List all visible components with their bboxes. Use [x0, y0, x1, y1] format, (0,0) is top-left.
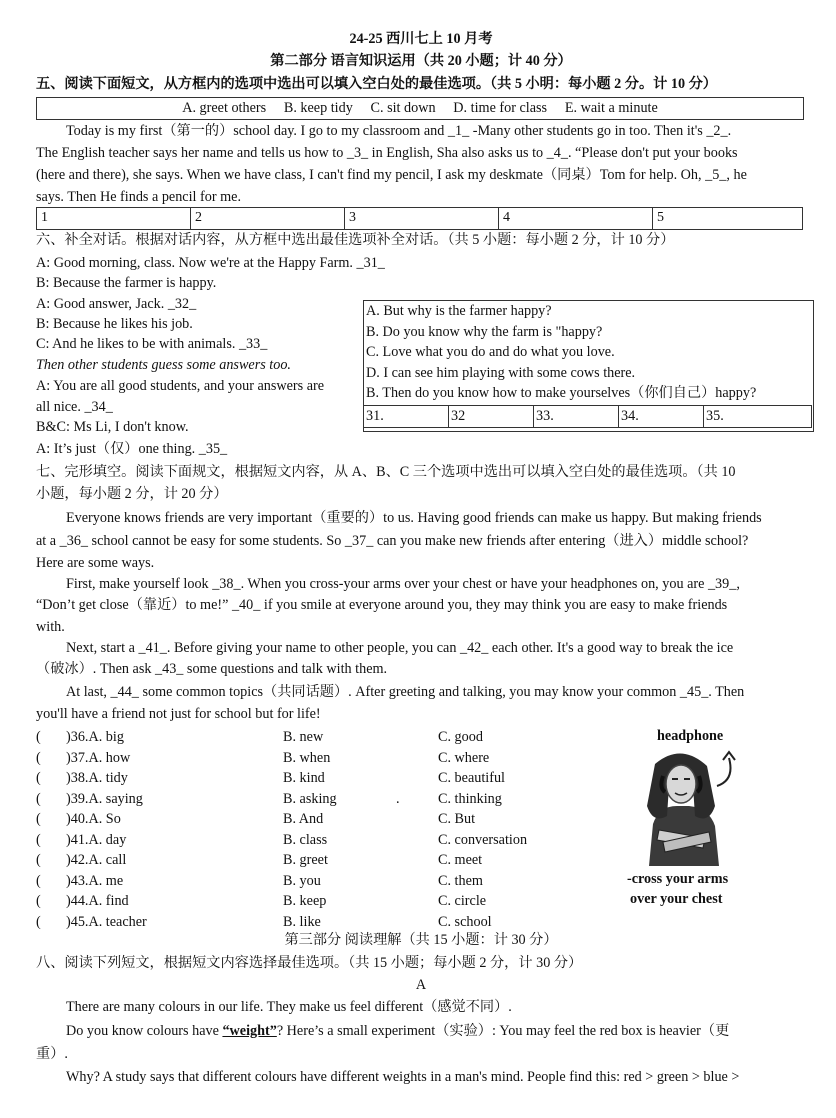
question-option-b: B. new [283, 729, 324, 745]
question-option-a: )40.A. So [66, 811, 121, 827]
dialogue-option: D. I can see him playing with some cows there. [366, 364, 636, 381]
question-option-c: C. thinking [438, 790, 502, 807]
question-option-a: )41.A. day [66, 831, 127, 848]
question-option-a: )37.A. how [66, 749, 131, 766]
passage-line: 重）. [36, 1046, 68, 1062]
picture-caption-bottom: -cross your arms [627, 871, 729, 887]
sec5-paragraph-line: The English teacher says her name and tells us how to _3_ in English, Sha also asks us to _4_. “Please don't put your books [36, 145, 738, 161]
question-option-c: C. But [438, 811, 476, 827]
dialogue-note: Then other students guess some answers too. [36, 357, 291, 373]
question-option-c: C. conversation [438, 831, 528, 848]
sec5-paragraph-line: (here and there), she says. When we have class, I can't find my pencil, I ask my deskmate（同桌）Tom for help. Oh, _5_, he [36, 167, 747, 183]
question-option-a: )45.A. teacher [66, 913, 147, 930]
question-option-a: )39.A. saying [66, 790, 143, 807]
dialogue-line: A: Good morning, class. Now we're at the Happy Farm. _31_ [36, 255, 385, 271]
question-option-b: B. asking [283, 790, 337, 807]
dialogue-option: C. Love what you do and do what you love. [366, 344, 615, 361]
cloze-paragraph-line: Next, start a _41_. Before giving your name to other people, you can _42_ each other. It's a good way to break the ice [66, 640, 734, 656]
cloze-paragraph-line: “Don’t get close（靠近）to me!” _40_ if you smile at everyone around you, they may think you are easy to make friends [36, 597, 728, 613]
answer-cell-32[interactable]: 32 [449, 406, 534, 428]
answer-cell-4[interactable]: 4 [499, 208, 653, 230]
question-option-c: C. circle [438, 893, 487, 909]
cloze-paragraph-line: First, make yourself look _38_. When you cross-your arms over your chest or have your headphones on, you are _39_, [66, 576, 740, 592]
question-option-a: )44.A. find [66, 893, 129, 909]
question-option-b: B. class [283, 831, 328, 848]
answer-cell-33[interactable]: 33. [534, 406, 619, 428]
answer-paren[interactable]: ( [36, 749, 41, 766]
dialogue-line: A: Good answer, Jack. _32_ [36, 296, 197, 312]
question-option-b: B. And [283, 811, 324, 827]
answer-paren[interactable]: ( [36, 831, 41, 848]
answer-cell-35[interactable]: 35. [704, 406, 812, 428]
cloze-paragraph-line: Here are some ways. [36, 555, 155, 571]
sec5-paragraph-line: Today is my first（第一的）school day. I go to my classroom and _1_ -Many other students go in too. Then it's _2_. [66, 123, 732, 139]
weight-word: “weight” [222, 1023, 277, 1039]
passage-line [36, 1021, 806, 1042]
cloze-paragraph-line: at a _36_ school cannot be easy for some students. So _37_ can you make new friends after entering（进入）middle school? [36, 533, 749, 549]
picture-caption-top: headphone [657, 728, 724, 744]
question-option-b: B. like [283, 913, 321, 930]
question-option-a: )38.A. tidy [66, 770, 128, 786]
question-option-c: C. school [438, 913, 492, 930]
exam-title: 24-25 西川七上 10 月考 [349, 31, 493, 47]
dialogue-line: A: You are all good students, and your answers are [36, 378, 325, 394]
stray-dot: . [396, 790, 400, 807]
question-option-a: )42.A. call [66, 852, 127, 868]
cloze-paragraph-line: At last, _44_ some common topics（共同话题）. After greeting and talking, you may know your common _45_. Then [66, 684, 745, 700]
answer-paren[interactable]: ( [36, 852, 41, 868]
answer-cell-31[interactable]: 31. [364, 406, 449, 428]
sec5-answer-table [36, 207, 803, 230]
question-option-b: B. kind [283, 770, 325, 786]
answer-paren[interactable]: ( [36, 790, 41, 807]
section7-heading: 小题，每小题 2 分，计 20 分） [36, 486, 228, 502]
section5-heading: 五、阅读下面短文，从方框内的选项中选出可以填入空白处的最佳选项。（共 5 小明：每小题 2 分。计 10 分） [36, 76, 717, 92]
section6-heading: 六、补全对话。根据对话内容，从方框中选出最佳选项补全对话。（共 5 小题：每小题 2 分，计 10 分） [36, 232, 675, 248]
passage-text: ? Here’s a small experiment（实验）: You may feel the red box is heavier（更 [276, 1023, 730, 1039]
question-option-b: B. you [283, 872, 321, 889]
sec5-paragraph-line: says. Then He finds a pencil for me. [36, 189, 242, 205]
dialogue-line: all nice. _34_ [36, 399, 113, 415]
dialogue-line: B: Because the farmer is happy. [36, 275, 217, 291]
passage-text: Do you know colours have [66, 1023, 223, 1039]
cloze-paragraph-line: （破冰）. Then ask _43_ some questions and talk with them. [36, 661, 388, 677]
answer-cell-2[interactable]: 2 [191, 208, 345, 230]
part3-title: 第三部分 阅读理解（共 15 小题：计 30 分） [284, 932, 558, 948]
dialogue-line: C: And he likes to be with animals. _33_ [36, 336, 268, 352]
answer-paren[interactable]: ( [36, 729, 41, 745]
question-option-c: C. meet [438, 852, 483, 868]
answer-paren[interactable]: ( [36, 913, 41, 930]
answer-cell-3[interactable]: 3 [345, 208, 499, 230]
dialogue-line: B: Because he likes his job. [36, 316, 193, 332]
picture-caption-bottom: over your chest [630, 891, 723, 907]
answer-paren[interactable]: ( [36, 872, 41, 889]
girl-crossing-arms-image [619, 746, 747, 866]
cloze-paragraph-line: you'll have a friend not just for school but for life! [36, 706, 321, 722]
sec6-answer-table [363, 405, 812, 428]
dialogue-option: B. Do you know why the farm is "happy? [366, 323, 603, 340]
dialogue-option: A. But why is the farmer happy? [366, 303, 552, 319]
passage-label: A [415, 977, 427, 993]
question-option-b: B. keep [283, 893, 327, 909]
question-option-c: C. beautiful [438, 770, 505, 786]
question-option-b: B. when [283, 749, 331, 766]
section8-heading: 八、阅读下列短文，根据短文内容选择最佳选项。（共 15 小题；每小题 2 分，计 30 分） [36, 955, 583, 971]
section5-options-box: A. greet others B. keep tidy C. sit down D. time for class E. wait a minute [36, 97, 804, 120]
answer-cell-1[interactable]: 1 [37, 208, 191, 230]
dialogue-line: A: It’s just（仅）one thing. _35_ [36, 441, 228, 457]
question-option-c: C. them [438, 872, 483, 889]
answer-paren[interactable]: ( [36, 811, 41, 827]
passage-line: Why? A study says that different colours have different weights in a man's mind. People find this: red > green > blue > [66, 1069, 740, 1085]
answer-cell-5[interactable]: 5 [653, 208, 803, 230]
question-option-a: )36.A. big [66, 729, 124, 745]
dialogue-option: B. Then do you know how to make yourselves（你们自己）happy? [366, 385, 757, 402]
cloze-paragraph-line: Everyone knows friends are very important（重要的）to us. Having good friends can make us happy. But making friends [66, 510, 762, 526]
dialogue-line: B&C: Ms Li, I don't know. [36, 419, 189, 435]
cloze-paragraph-line: with. [36, 619, 65, 635]
answer-paren[interactable]: ( [36, 770, 41, 786]
section7-heading: 七、完形填空。阅读下面规文，根据短文内容，从 A、B、C 三个选项中选出可以填入空白处的最佳选项。（共 10 [36, 464, 736, 480]
answer-cell-34[interactable]: 34. [619, 406, 704, 428]
question-option-b: B. greet [283, 852, 328, 868]
passage-line: There are many colours in our life. They make us feel different（感觉不同）. [66, 999, 512, 1015]
answer-paren[interactable]: ( [36, 893, 41, 909]
question-option-a: )43.A. me [66, 872, 124, 889]
question-option-c: C. where [438, 749, 490, 766]
question-option-c: C. good [438, 729, 483, 745]
section6-options-box [363, 300, 814, 432]
part2-title: 第二部分 语言知识运用（共 20 小题；计 40 分） [270, 53, 572, 69]
